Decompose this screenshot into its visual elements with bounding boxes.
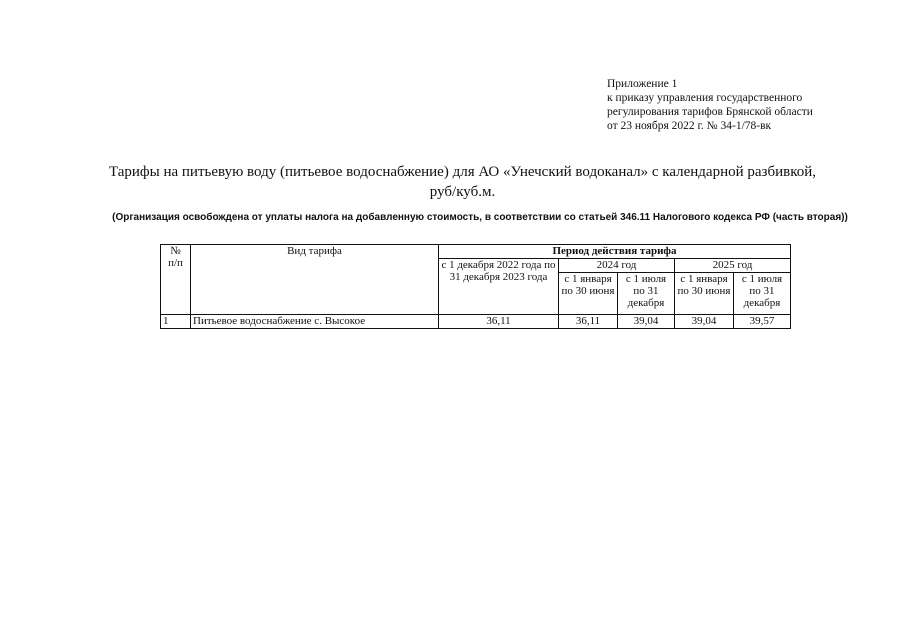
document-title <box>90 162 835 202</box>
header-2024-h1: с 1 января по 30 июня <box>559 273 618 315</box>
row-value-2024-h2: 39,04 <box>618 315 675 329</box>
header-2024-h2: с 1 июля по 31 декабря <box>618 273 675 315</box>
header-number <box>161 245 191 315</box>
appendix-line-1: Приложение 1 <box>607 78 678 90</box>
row-tariff-kind: Питьевое водоснабжение с. Высокое <box>191 315 439 329</box>
header-2025-h2: с 1 июля по 31 декабря <box>734 273 791 315</box>
row-number: 1 <box>161 315 191 329</box>
appendix-line-4: от 23 ноября 2022 г. № 34-1/78-вк <box>607 120 772 132</box>
tariff-table <box>160 244 791 329</box>
header-2025-h1: с 1 января по 30 июня <box>675 273 734 315</box>
row-value-2022-2023: 36,11 <box>439 315 559 329</box>
appendix-line-3: регулирования тарифов Брянской области <box>607 106 813 118</box>
header-year-2025: 2025 год <box>675 259 791 273</box>
row-value-2025-h1: 39,04 <box>675 315 734 329</box>
row-value-2025-h2: 39,57 <box>734 315 791 329</box>
row-value-2024-h1: 36,11 <box>559 315 618 329</box>
header-number-line-1: № <box>170 245 181 257</box>
title-line-1: Тарифы на питьевую воду (питьевое водоснабжение) для АО «Унечский водоканал» с календарной разбивкой, <box>108 164 817 180</box>
header-period-2022-2023: с 1 декабря 2022 года по 31 декабря 2023 года <box>439 259 559 315</box>
header-period: Период действия тарифа <box>439 245 791 259</box>
appendix-header <box>607 77 813 133</box>
vat-note: (Организация освобождена от уплаты налога на добавленную стоимость, в соответствии со статьей 346.11 Налогового кодекса РФ (часть вторая)) <box>112 212 848 223</box>
table-row <box>161 315 791 329</box>
header-tariff-kind: Вид тарифа <box>191 245 439 315</box>
title-line-2: руб/куб.м. <box>429 184 496 200</box>
header-number-line-2: п/п <box>168 257 183 269</box>
header-year-2024: 2024 год <box>559 259 675 273</box>
appendix-line-2: к приказу управления государственного <box>607 92 803 104</box>
